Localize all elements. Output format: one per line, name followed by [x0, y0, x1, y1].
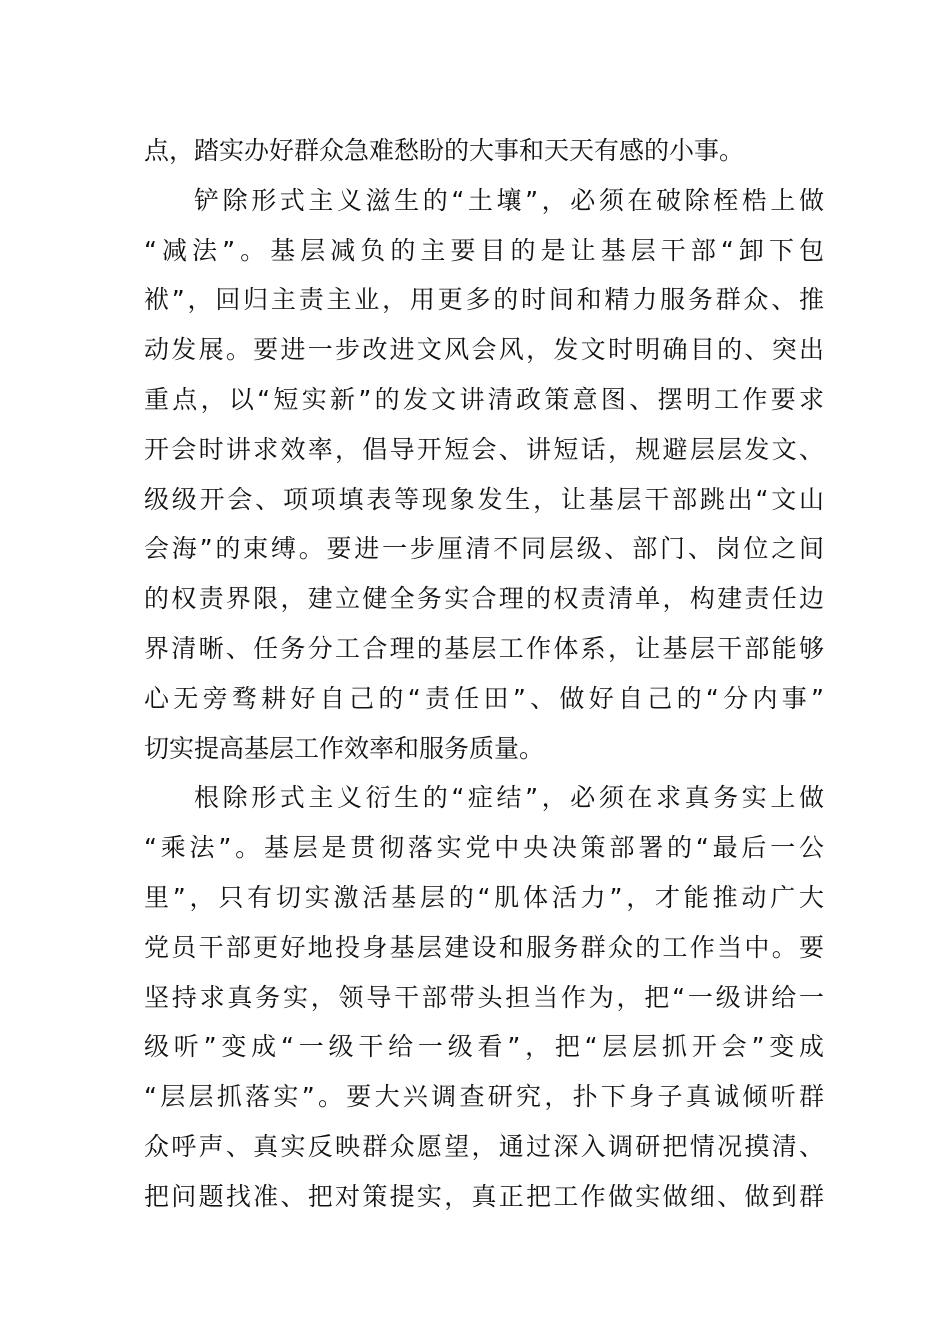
text-line: 开会时讲求效率，倡导开短会、讲短话，规避层层发文、: [144, 434, 824, 464]
text-line: 的权责界限，建立健全务实合理的权责清单，构建责任边: [144, 584, 824, 614]
text-line: 级听”变成“一级干给一级看”，把“层层抓开会”变成: [144, 1032, 824, 1062]
text-line: 袱”，回归主责主业，用更多的时间和精力服务群众、推: [144, 285, 824, 315]
text-line: 点，踏实办好群众急难愁盼的大事和天天有感的小事。: [144, 136, 745, 165]
text-line: 会海”的束缚。要进一步厘清不同层级、部门、岗位之间: [144, 534, 824, 564]
paragraph-first-line: 根除形式主义衍生的“症结”，必须在求真务实上做: [194, 783, 824, 813]
text-line: 坚持求真务实，领导干部带头担当作为，把“一级讲给一: [144, 982, 824, 1012]
text-line: 心无旁骛耕好自己的“责任田”、做好自己的“分内事”: [144, 683, 824, 713]
text-line: 党员干部更好地投身基层建设和服务群众的工作当中。要: [144, 932, 824, 962]
text-line: 界清晰、任务分工合理的基层工作体系，让基层干部能够: [144, 633, 824, 663]
text-line: 众呼声、真实反映群众愿望，通过深入调研把情况摸清、: [144, 1131, 824, 1161]
text-line: 里”，只有切实激活基层的“肌体活力”，才能推动广大: [144, 882, 824, 912]
text-line: 级级开会、项项填表等现象发生，让基层干部跳出“文山: [144, 484, 824, 514]
text-line: “减法”。基层减负的主要目的是让基层干部“卸下包: [144, 235, 824, 265]
text-line: 切实提高基层工作效率和服务质量。: [144, 733, 545, 763]
text-line: 把问题找准、把对策提实，真正把工作做实做细、做到群: [144, 1181, 824, 1211]
text-line: 动发展。要进一步改进文风会风，发文时明确目的、突出: [144, 335, 824, 365]
document-body: [144, 126, 824, 1222]
text-line: “乘法”。基层是贯彻落实党中央决策部署的“最后一公: [144, 833, 824, 863]
text-line: “层层抓落实”。要大兴调查研究，扑下身子真诚倾听群: [144, 1082, 824, 1112]
paragraph-first-line: 铲除形式主义滋生的“土壤”，必须在破除桎梏上做: [194, 185, 824, 215]
text-line: 重点，以“短实新”的发文讲清政策意图、摆明工作要求: [144, 384, 824, 414]
